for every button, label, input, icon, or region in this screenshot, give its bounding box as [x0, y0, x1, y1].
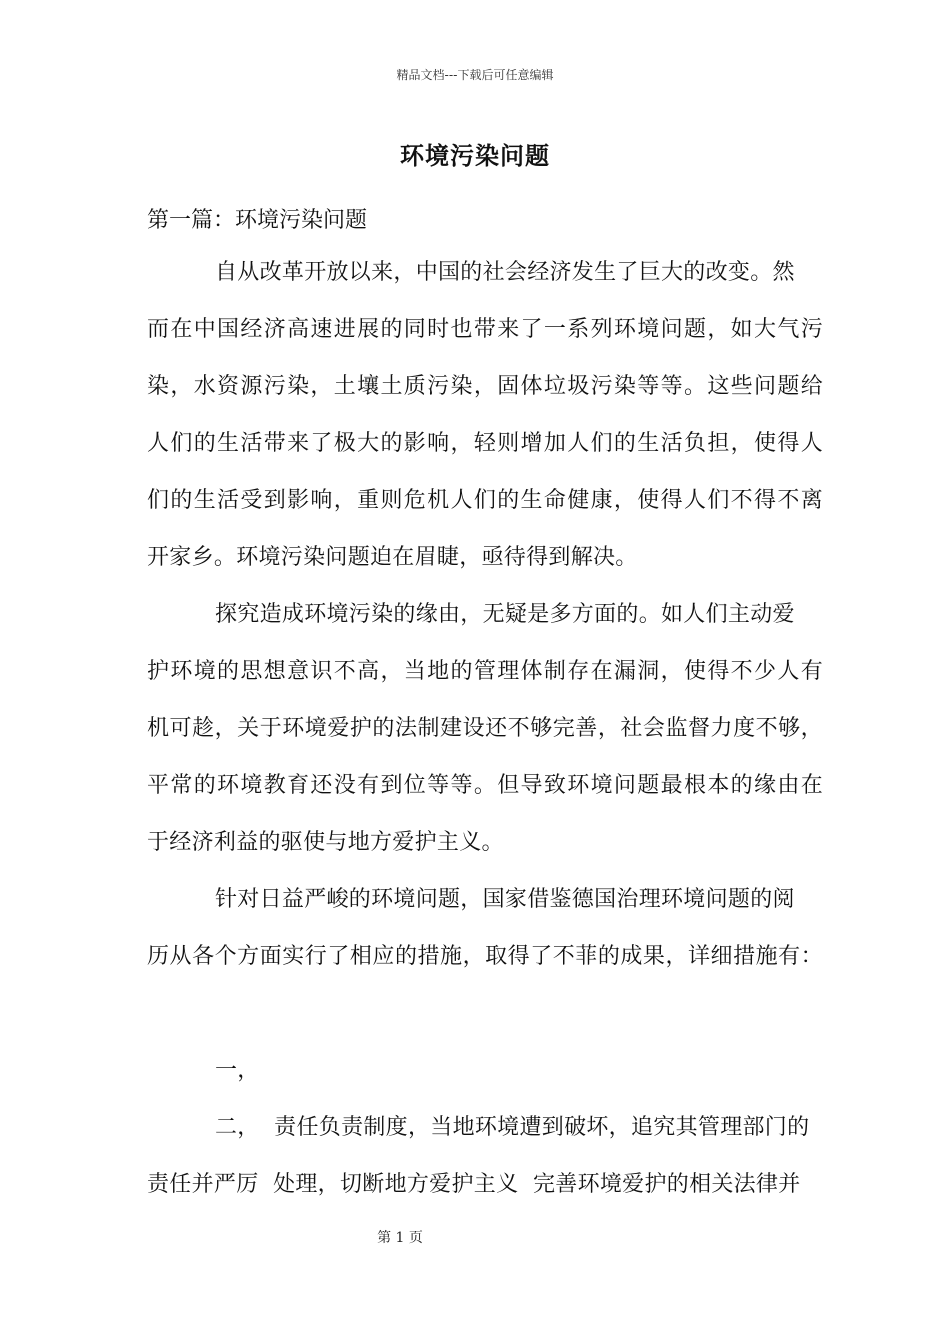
list-item-text: 二， 责任负责制度，当地环境遭到破坏，追究其管理部门的	[215, 1115, 810, 1140]
page-header: 精品文档---下载后可任意编辑	[396, 68, 554, 82]
paragraph-line: 自从改革开放以来，中国的社会经济发生了巨大的改变。然	[215, 260, 795, 285]
paragraph-line: 染，水资源污染，土壤土质污染，固体垃圾污染等等。这些问题给	[147, 374, 823, 399]
document-body	[147, 200, 823, 1221]
paragraph-line: 平常的环境教育还没有到位等等。但导致环境问题最根本的缘由在	[147, 773, 823, 798]
page-number: 第 1 页	[377, 1230, 423, 1246]
section-heading: 第一篇：环境污染问题	[147, 208, 368, 233]
paragraph-line: 机可趁，关于环境爱护的法制建设还不够完善，社会监督力度不够，	[147, 716, 823, 741]
paragraph-line: 责任并严厉 处理，切断地方爱护主义 完善环境爱护的相关法律并	[147, 1172, 801, 1197]
paragraph-line: 针对日益严峻的环境问题，国家借鉴德国治理环境问题的阅	[215, 887, 795, 912]
paragraph-line: 护环境的思想意识不高，当地的管理体制存在漏洞，使得不少人有	[147, 659, 823, 684]
paragraph-line: 探究造成环境污染的缘由，无疑是多方面的。如人们主动爱	[215, 602, 795, 627]
paragraph-line: 于经济利益的驱使与地方爱护主义。	[147, 830, 504, 855]
paragraph-line: 们的生活受到影响，重则危机人们的生命健康，使得人们不得不离	[147, 488, 823, 513]
paragraph-line: 开家乡。环境污染问题迫在眉睫，亟待得到解决。	[147, 545, 638, 570]
document-title: 环境污染问题	[400, 141, 550, 170]
list-item-label: 一，	[215, 1058, 260, 1083]
paragraph-line: 人们的生活带来了极大的影响，轻则增加人们的生活负担，使得人	[147, 431, 823, 456]
paragraph-line: 而在中国经济高速进展的同时也带来了一系列环境问题，如大气污	[147, 317, 823, 342]
blank-line	[147, 993, 823, 1050]
paragraph-line: 历从各个方面实行了相应的措施，取得了不菲的成果，详细措施有：	[147, 944, 823, 969]
